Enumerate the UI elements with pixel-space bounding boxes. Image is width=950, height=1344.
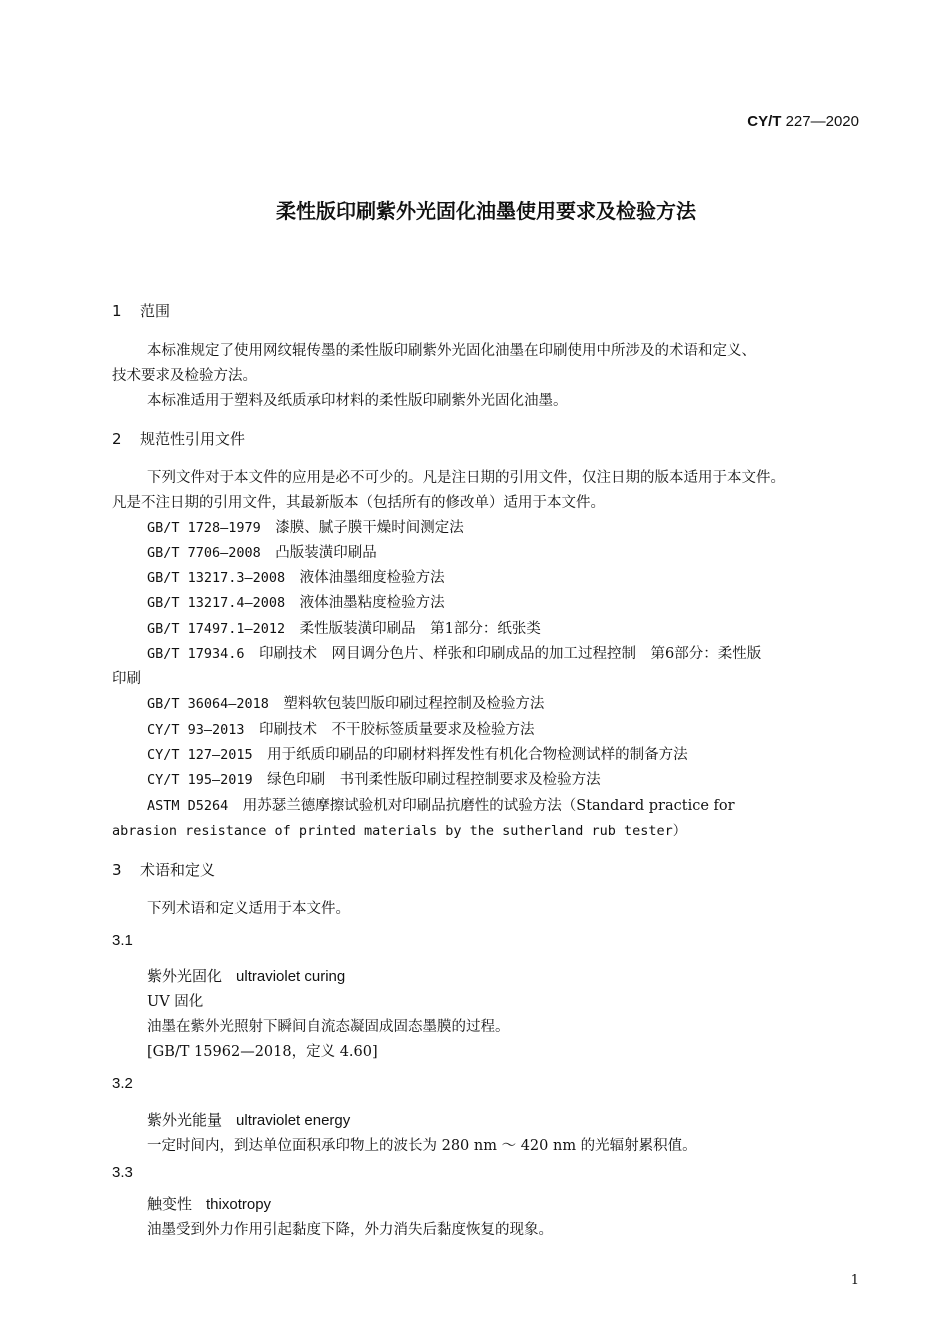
term-number: 3.2 [112,1075,133,1092]
reference-code: CY/T 195—2019 [147,772,253,788]
term-number: 3.3 [112,1164,133,1181]
reference-code: ASTM D5264 [147,798,229,814]
reference-title: 用苏瑟兰德摩擦试验机对印刷品抗磨性的试验方法（Standard practice for [242,798,735,814]
section-1-paragraph-1-line-2: 技术要求及检验方法。 [112,368,257,384]
section-2-heading [112,428,245,449]
standard-prefix: CY/T [747,113,782,130]
section-1-paragraph-2: 本标准适用于塑料及纸质承印材料的柔性版印刷紫外光固化油墨。 [147,393,568,409]
reference-title: 液体油墨粘度检验方法 [299,595,445,611]
term-zh: 紫外光固化 [147,967,223,985]
section-title: 术语和定义 [140,861,216,879]
reference-code: CY/T 93—2013 [147,722,245,738]
reference-code: GB/T 1728—1979 [147,520,261,536]
reference-item [147,768,601,789]
term-source: [GB/T 15962—2018，定义 4.60] [147,1044,378,1060]
reference-item [147,617,541,638]
reference-code: GB/T 36064—2018 [147,696,269,712]
reference-item [147,642,761,663]
term-zh: 触变性 [147,1195,193,1213]
section-1-heading [112,300,170,321]
reference-item [147,794,735,815]
section-1-paragraph-1-line-1: 本标准规定了使用网纹辊传墨的柔性版印刷紫外光固化油墨在印刷使用中所涉及的术语和定义、 [147,343,756,359]
term-definition: 油墨受到外力作用引起黏度下降，外力消失后黏度恢复的现象。 [147,1222,553,1238]
term-number: 3.1 [112,932,133,949]
term-heading [147,1193,271,1214]
section-title: 规范性引用文件 [140,430,246,448]
reference-item [147,692,544,713]
section-2-intro-line-1: 下列文件对于本文件的应用是必不可少的。凡是注日期的引用文件，仅注日期的版本适用于本文件。 [147,470,785,486]
reference-item [147,591,445,612]
standard-number [747,113,859,130]
document-title: 柔性版印刷紫外光固化油墨使用要求及检验方法 [276,199,696,223]
section-3-heading [112,859,215,880]
reference-continuation [112,819,686,839]
reference-title: 漆膜、腻子膜干燥时间测定法 [275,520,464,536]
page-number: 1 [850,1273,859,1288]
reference-item [147,541,377,562]
reference-item [147,718,535,739]
reference-title: 印刷技术 网目调分色片、样张和印刷成品的加工过程控制 第6部分：柔性版 [259,646,762,662]
reference-title: 用于纸质印刷品的印刷材料挥发性有机化合物检测试样的制备方法 [267,747,688,763]
reference-code: CY/T 127—2015 [147,747,253,763]
term-alternative: UV 固化 [147,994,204,1010]
reference-item [147,743,688,764]
term-heading [147,1109,350,1130]
reference-code: GB/T 13217.4—2008 [147,595,286,611]
section-2-intro-line-2: 凡是不注日期的引用文件，其最新版本（包括所有的修改单）适用于本文件。 [112,495,605,511]
term-zh: 紫外光能量 [147,1111,223,1129]
section-number: 1 [112,302,122,320]
reference-item [147,516,464,537]
term-heading [147,965,345,986]
reference-code: GB/T 17934.6 [147,646,245,662]
term-en: ultraviolet energy [236,1112,351,1129]
reference-title: 凸版装潢印刷品 [275,545,377,561]
term-definition: 一定时间内，到达单位面积承印物上的波长为 280 nm ～ 420 nm 的光辐射累积值。 [147,1138,697,1154]
section-title: 范围 [140,302,171,320]
section-number: 3 [112,861,122,879]
reference-continuation: 印刷 [112,671,141,687]
reference-code: GB/T 13217.3—2008 [147,570,286,586]
term-definition: 油墨在紫外光照射下瞬间自流态凝固成固态墨膜的过程。 [147,1019,510,1035]
reference-continuation-text: abrasion resistance of printed materials by the sutherland rub tester） [112,823,687,839]
reference-item [147,566,445,587]
section-3-intro: 下列术语和定义适用于本文件。 [147,901,350,917]
term-en: thixotropy [206,1196,272,1213]
reference-title: 绿色印刷 书刊柔性版印刷过程控制要求及检验方法 [267,772,601,788]
standard-code: 227—2020 [785,113,859,130]
reference-title: 柔性版装潢印刷品 第1部分：纸张类 [299,621,541,637]
reference-title: 液体油墨细度检验方法 [299,570,445,586]
section-number: 2 [112,430,122,448]
reference-code: GB/T 7706—2008 [147,545,261,561]
reference-code: GB/T 17497.1—2012 [147,621,286,637]
term-en: ultraviolet curing [236,968,346,985]
reference-title: 塑料软包装凹版印刷过程控制及检验方法 [283,696,545,712]
reference-title: 印刷技术 不干胶标签质量要求及检验方法 [259,722,535,738]
